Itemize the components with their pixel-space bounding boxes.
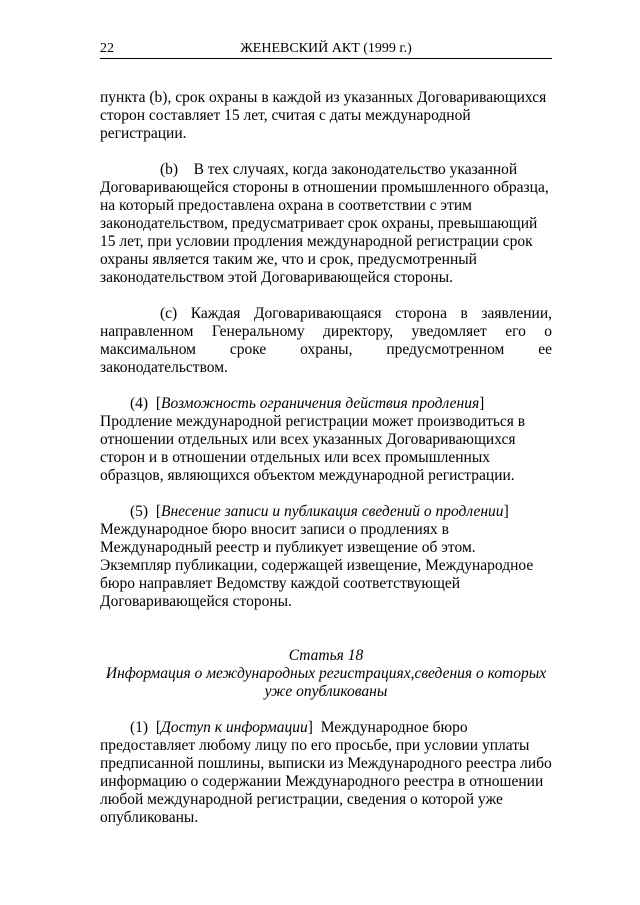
paragraph-5: (5) [Внесение записи и публикация сведений о продлении] Международное бюро вносит записи о продлениях в Международный реестр и публикует извещение об этом. Экземпляр публикации, содержащей извещение, Международное бюро направляет Ведомству каждой соответствующей Договаривающейся стороны.: [100, 503, 534, 610]
header-title: ЖЕНЕВСКИЙ АКТ (1999 г.): [240, 41, 412, 56]
line: законодательством, предусматривает срок охраны, превышающий: [100, 215, 538, 232]
paragraph-c: [100, 305, 552, 377]
line: Экземпляр публикации, содержащей извещение, Международное: [100, 557, 534, 574]
line: максимальном сроке охраны, предусмотренном ее: [100, 341, 552, 358]
item-heading: Внесение записи и публикация сведений о продлении: [161, 503, 504, 520]
item-heading: Доступ к информации: [161, 719, 308, 736]
line: предписанной пошлины, выписки из Международного реестра либо: [100, 755, 552, 772]
item-number: (4): [130, 395, 149, 412]
line: (c) Каждая Договаривающаяся сторона в заявлении,: [160, 305, 552, 322]
line: на который предоставлена охрана в соответствии с этим: [100, 197, 472, 214]
article-title-cont: уже опубликованы: [264, 683, 388, 700]
line: 15 лет, при условии продления международной регистрации срок: [100, 233, 533, 250]
line: предоставляет любому лицу по его просьбе, при условии уплаты: [100, 737, 530, 754]
line: (b) В тех случаях, когда законодательство указанной: [160, 161, 518, 178]
line: направленном Генеральному директору, уведомляет его о: [100, 323, 552, 340]
line: опубликованы.: [100, 809, 199, 826]
line: Международное бюро вносит записи о продлениях в: [100, 521, 449, 538]
line: информацию о содержании Международного реестра в отношении: [100, 773, 544, 790]
line: любой международной регистрации, сведения о которой уже: [100, 791, 503, 808]
document-body: [100, 89, 552, 827]
line: отношении отдельных или всех указанных Договаривающихся: [100, 431, 516, 448]
line: Договаривающейся стороны.: [100, 593, 292, 610]
item-number: (1): [130, 719, 149, 736]
item-number: (5): [130, 503, 149, 520]
article-title: Информация о международных регистрациях,сведения о которых: [105, 665, 547, 682]
line: Международное бюро: [320, 719, 468, 736]
paragraph-1: [100, 89, 552, 143]
paragraph-article18-1: (1) [Доступ к информации] Международное бюро предоставляет любому лицу по его просьбе, при условии уплаты предписанной пошлины, выписки из Международного реестра либо информацию о содержании Международного реестра в отношении любой международной регистрации, сведения о которой уже опубликованы.: [100, 719, 552, 826]
line: охраны является таким же, что и срок, предусмотренный: [100, 251, 477, 268]
article-number: Статья 18: [288, 647, 364, 664]
line: образцов, являющихся объектом международной регистрации.: [100, 467, 515, 484]
line: законодательством этой Договаривающейся стороны.: [100, 269, 453, 286]
line: законодательством.: [100, 359, 228, 376]
line: пункта (b), срок охраны в каждой из указанных Договаривающихся: [100, 89, 547, 106]
running-header: [100, 38, 552, 59]
line: сторон и в отношении отдельных или всех промышленных: [100, 449, 491, 466]
paragraph-b: [100, 161, 552, 287]
paragraph-4: (4) [Возможность ограничения действия продления] Продление международной регистрации может производиться в отношении отдельных или всех указанных Договаривающихся сторон и в отношении отдельных или всех промышленных образцов, являющихся объектом международной регистрации.: [100, 395, 526, 484]
line: сторон составляет 15 лет, считая с даты международной: [100, 107, 471, 124]
line: регистрации.: [100, 125, 187, 142]
item-heading: Возможность ограничения действия продления: [161, 395, 480, 412]
article-heading: [100, 647, 552, 701]
line: бюро направляет Ведомству каждой соответствующей: [100, 575, 461, 592]
line: Договаривающейся стороны в отношении промышленного образца,: [100, 179, 549, 196]
page-number: 22: [100, 41, 114, 56]
line: Международный реестр и публикует извещение об этом.: [100, 539, 476, 556]
line: Продление международной регистрации может производиться в: [100, 413, 526, 430]
